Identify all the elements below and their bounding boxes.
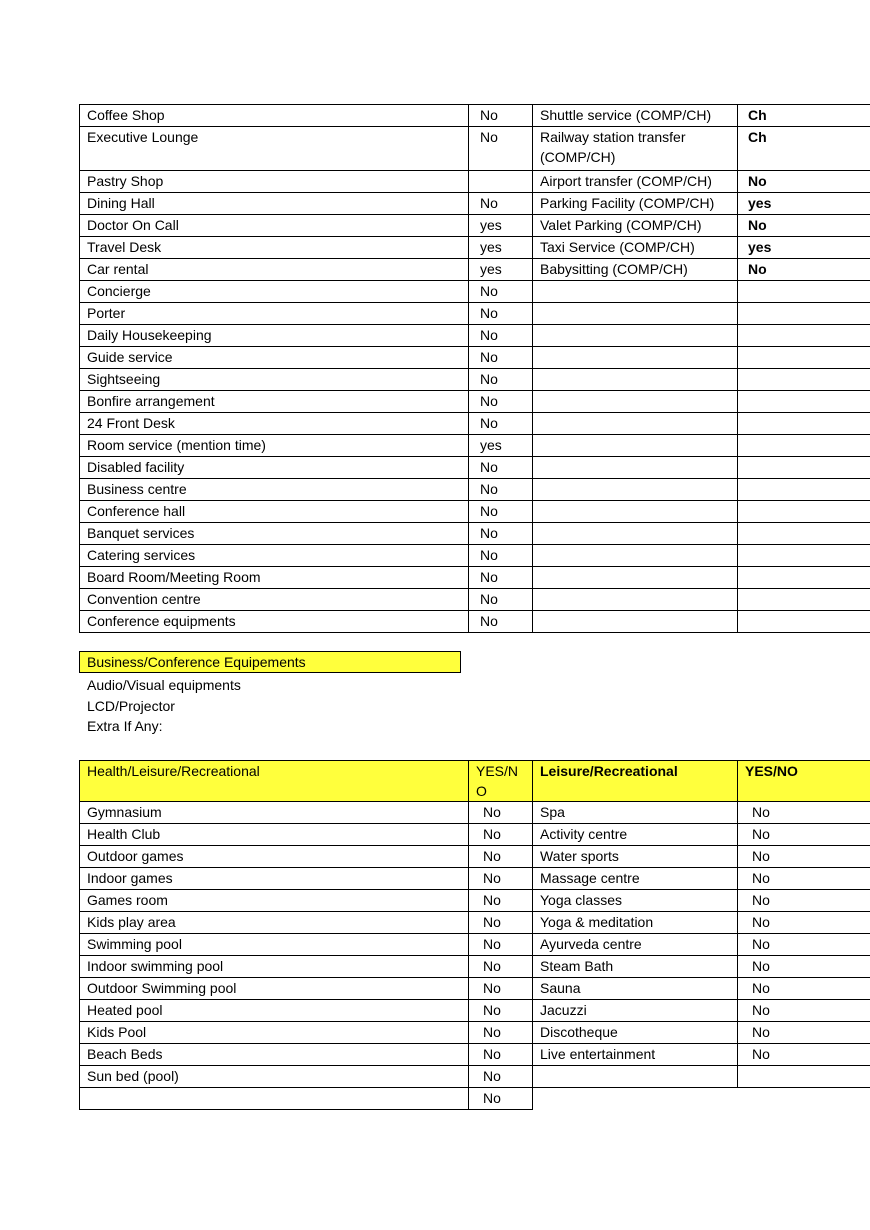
charge-cell: Ch [738,105,870,127]
leisure-row [80,890,870,912]
availability-cell: No [469,325,533,347]
facility-row [80,457,870,479]
leisure-row [80,1022,870,1044]
transfer-service-cell [533,281,738,303]
availability-cell: yes [469,435,533,457]
leisure-row [80,824,870,846]
leisure-item-cell: Steam Bath [533,956,738,978]
availability-cell: No [469,567,533,589]
leisure-yes-no-cell: No [738,934,870,956]
service-cell: Daily Housekeeping [80,325,469,347]
leisure-item-cell: Jacuzzi [533,1000,738,1022]
leisure-item-cell: Discotheque [533,1022,738,1044]
availability-cell: No [469,193,533,215]
service-cell: Board Room/Meeting Room [80,567,469,589]
service-cell: 24 Front Desk [80,413,469,435]
leisure-yes-no-cell: No [738,1044,870,1066]
health-item-cell: Sun bed (pool) [80,1066,469,1088]
charge-cell: No [738,215,870,237]
availability-cell: No [469,545,533,567]
header-health-leisure: Health/Leisure/Recreational [80,761,469,802]
charge-cell [738,457,870,479]
leisure-row [80,978,870,1000]
leisure-item-cell: Spa [533,802,738,824]
facility-row [80,567,870,589]
charge-cell [738,501,870,523]
health-item-cell [80,1088,469,1110]
service-cell: Travel Desk [80,237,469,259]
facility-row [80,523,870,545]
facility-row [80,193,870,215]
transfer-service-cell [533,611,738,633]
health-item-cell: Swimming pool [80,934,469,956]
leisure-item-cell: Massage centre [533,868,738,890]
charge-cell [738,435,870,457]
health-item-cell: Games room [80,890,469,912]
transfer-service-cell: Taxi Service (COMP/CH) [533,237,738,259]
health-yes-no-cell: No [469,868,533,890]
leisure-item-cell: Activity centre [533,824,738,846]
health-item-cell: Gymnasium [80,802,469,824]
facility-row [80,413,870,435]
facility-row [80,479,870,501]
empty-cell [533,1088,870,1110]
health-yes-no-cell: No [469,802,533,824]
leisure-row [80,1044,870,1066]
leisure-row [80,956,870,978]
transfer-service-cell: Railway station transfer (COMP/CH) [533,127,738,171]
service-cell: Room service (mention time) [80,435,469,457]
leisure-yes-no-cell: No [738,890,870,912]
facility-row [80,501,870,523]
health-yes-no-cell: No [469,934,533,956]
availability-cell: No [469,457,533,479]
service-cell: Concierge [80,281,469,303]
facility-row [80,347,870,369]
facility-row [80,215,870,237]
charge-cell [738,347,870,369]
charge-cell [738,611,870,633]
service-cell: Conference hall [80,501,469,523]
health-item-cell: Outdoor games [80,846,469,868]
availability-cell: yes [469,215,533,237]
health-yes-no-cell: No [469,912,533,934]
leisure-yes-no-cell: No [738,802,870,824]
leisure-yes-no-cell: No [738,978,870,1000]
transfer-service-cell: Parking Facility (COMP/CH) [533,193,738,215]
leisure-item-cell: Yoga classes [533,890,738,912]
facility-row [80,545,870,567]
service-cell: Car rental [80,259,469,281]
charge-cell [738,325,870,347]
transfer-service-cell [533,347,738,369]
service-cell: Bonfire arrangement [80,391,469,413]
transfer-service-cell [533,479,738,501]
transfer-service-cell [533,501,738,523]
charge-cell: yes [738,237,870,259]
health-item-cell: Indoor swimming pool [80,956,469,978]
leisure-row [80,1000,870,1022]
health-yes-no-cell: No [469,1022,533,1044]
health-yes-no-cell: No [469,1088,533,1110]
transfer-service-cell: Babysitting (COMP/CH) [533,259,738,281]
equipment-item: Audio/Visual equipments [87,677,241,693]
service-cell: Coffee Shop [80,105,469,127]
charge-cell [738,303,870,325]
leisure-yes-no-cell [738,1066,870,1088]
charge-cell [738,413,870,435]
charge-cell: yes [738,193,870,215]
leisure-table [79,760,870,1110]
service-cell: Conference equipments [80,611,469,633]
health-yes-no-cell: No [469,978,533,1000]
availability-cell: No [469,347,533,369]
availability-cell: No [469,501,533,523]
health-item-cell: Kids Pool [80,1022,469,1044]
transfer-service-cell [533,325,738,347]
leisure-yes-no-cell: No [738,1022,870,1044]
transfer-service-cell [533,545,738,567]
availability-cell: No [469,479,533,501]
leisure-yes-no-cell: No [738,956,870,978]
availability-cell: No [469,303,533,325]
equipment-heading: Business/Conference Equipements [79,651,461,673]
charge-cell [738,589,870,611]
facility-row [80,303,870,325]
service-cell: Executive Lounge [80,127,469,171]
health-item-cell: Outdoor Swimming pool [80,978,469,1000]
availability-cell: No [469,611,533,633]
leisure-yes-no-cell: No [738,846,870,868]
availability-cell: No [469,105,533,127]
charge-cell [738,369,870,391]
header-leisure-recreational: Leisure/Recreational [533,761,738,802]
service-cell: Sightseeing [80,369,469,391]
transfer-service-cell [533,567,738,589]
availability-cell: No [469,127,533,171]
leisure-header-row [80,761,870,802]
health-item-cell: Beach Beds [80,1044,469,1066]
leisure-yes-no-cell: No [738,824,870,846]
transfer-service-cell [533,435,738,457]
availability-cell: yes [469,259,533,281]
leisure-yes-no-cell: No [738,1000,870,1022]
facility-row [80,127,870,171]
service-cell: Porter [80,303,469,325]
leisure-row [80,1088,870,1110]
charge-cell: No [738,171,870,193]
leisure-item-cell: Ayurveda centre [533,934,738,956]
leisure-row [80,912,870,934]
health-yes-no-cell: No [469,890,533,912]
transfer-service-cell: Shuttle service (COMP/CH) [533,105,738,127]
health-item-cell: Kids play area [80,912,469,934]
availability-cell: No [469,391,533,413]
header-yes-no: YES/NO [469,761,533,802]
service-cell: Doctor On Call [80,215,469,237]
service-cell: Guide service [80,347,469,369]
charge-cell: No [738,259,870,281]
charge-cell [738,479,870,501]
charge-cell [738,281,870,303]
availability-cell: yes [469,237,533,259]
health-item-cell: Heated pool [80,1000,469,1022]
facility-row [80,369,870,391]
health-item-cell: Health Club [80,824,469,846]
facility-row [80,611,870,633]
transfer-service-cell [533,457,738,479]
facility-row [80,435,870,457]
leisure-item-cell [533,1066,738,1088]
leisure-row [80,846,870,868]
facility-row [80,237,870,259]
charge-cell [738,523,870,545]
availability-cell: No [469,369,533,391]
leisure-yes-no-cell: No [738,868,870,890]
facility-row [80,325,870,347]
facility-row [80,391,870,413]
leisure-item-cell: Water sports [533,846,738,868]
transfer-service-cell [533,589,738,611]
leisure-yes-no-cell: No [738,912,870,934]
leisure-row [80,934,870,956]
health-yes-no-cell: No [469,956,533,978]
equipment-item: LCD/Projector [87,698,175,714]
equipment-item: Extra If Any: [87,718,163,734]
charge-cell [738,391,870,413]
transfer-service-cell [533,369,738,391]
health-yes-no-cell: No [469,824,533,846]
service-cell: Pastry Shop [80,171,469,193]
transfer-service-cell: Valet Parking (COMP/CH) [533,215,738,237]
facility-row [80,105,870,127]
service-cell: Banquet services [80,523,469,545]
charge-cell [738,545,870,567]
health-item-cell: Indoor games [80,868,469,890]
facility-row [80,589,870,611]
health-yes-no-cell: No [469,1000,533,1022]
service-cell: Convention centre [80,589,469,611]
availability-cell [469,171,533,193]
availability-cell: No [469,281,533,303]
service-cell: Catering services [80,545,469,567]
availability-cell: No [469,523,533,545]
health-yes-no-cell: No [469,1066,533,1088]
transfer-service-cell: Airport transfer (COMP/CH) [533,171,738,193]
facility-row [80,281,870,303]
availability-cell: No [469,589,533,611]
header-yes-no-2: YES/NO [738,761,870,802]
facility-row [80,171,870,193]
transfer-service-cell [533,523,738,545]
health-yes-no-cell: No [469,1044,533,1066]
leisure-item-cell: Yoga & meditation [533,912,738,934]
leisure-item-cell: Sauna [533,978,738,1000]
availability-cell: No [469,413,533,435]
transfer-service-cell [533,303,738,325]
service-cell: Dining Hall [80,193,469,215]
leisure-item-cell: Live entertainment [533,1044,738,1066]
service-cell: Disabled facility [80,457,469,479]
transfer-service-cell [533,413,738,435]
leisure-row [80,1066,870,1088]
transfer-service-cell [533,391,738,413]
service-cell: Business centre [80,479,469,501]
charge-cell: Ch [738,127,870,171]
facility-row [80,259,870,281]
leisure-row [80,868,870,890]
facilities-table [79,104,870,633]
leisure-row [80,802,870,824]
health-yes-no-cell: No [469,846,533,868]
charge-cell [738,567,870,589]
